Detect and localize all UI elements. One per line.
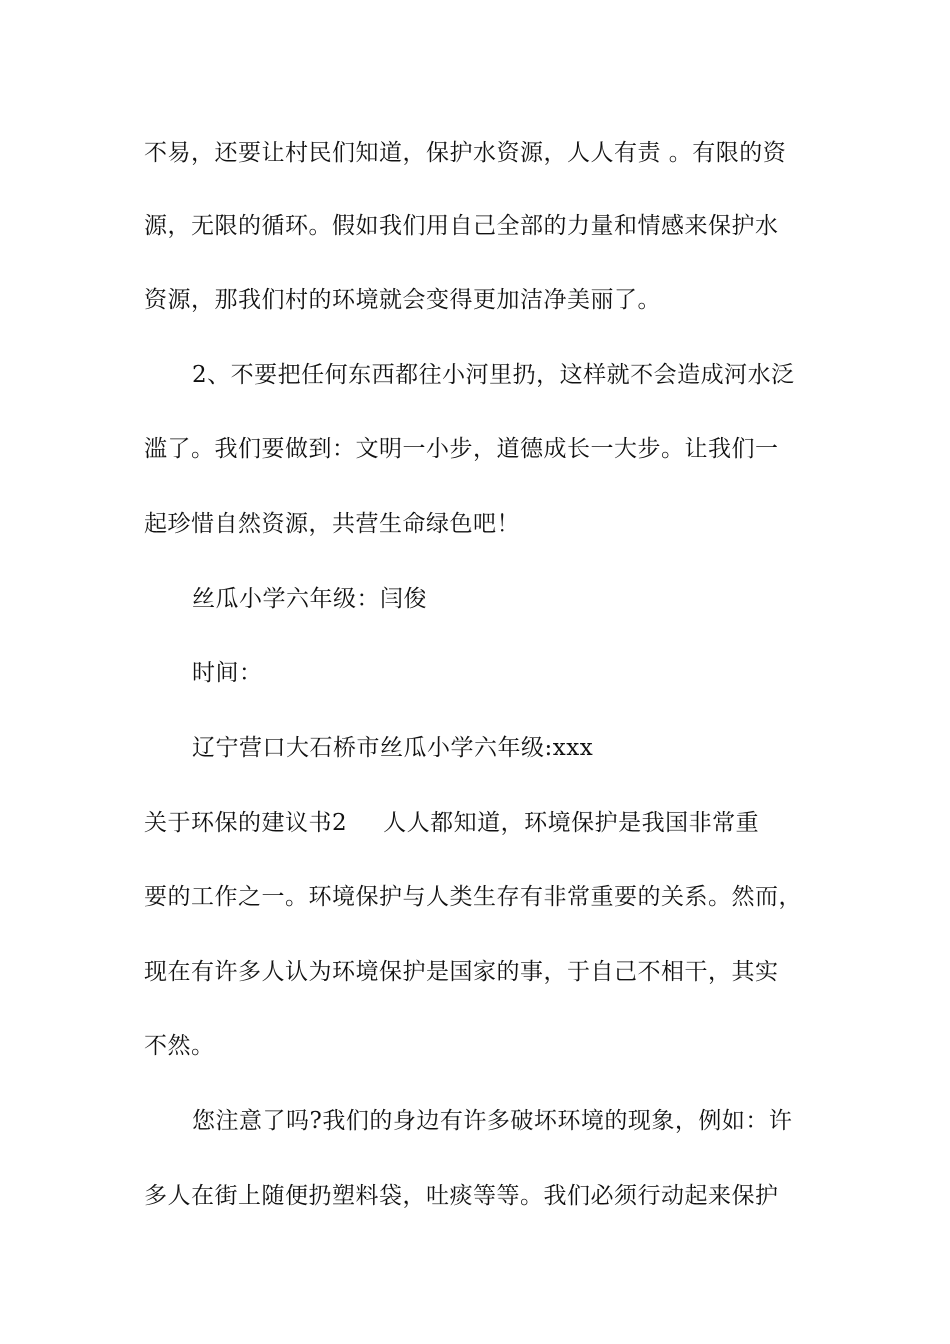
date-line: 时间： <box>192 660 263 686</box>
paragraph-text: 人人都知道，环境保护是我国非常重 <box>383 810 760 836</box>
paragraph-line: 资源，那我们村的环境就会变得更加洁净美丽了。 <box>144 287 661 313</box>
section-heading-line <box>144 808 759 838</box>
section-title: 关于环保的建议书2 <box>144 810 348 836</box>
paragraph-line: 2、不要把任何东西都往小河里扔，这样就不会造成河水泛 <box>192 362 795 388</box>
paragraph-line: 滥了。我们要做到：文明一小步，道德成长一大步。让我们一 <box>144 436 779 462</box>
paragraph-line: 多人在街上随便扔塑料袋，吐痰等等。我们必须行动起来保护 <box>144 1183 779 1209</box>
paragraph-line: 不易，还要让村民们知道，保护水资源，人人有责 。有限的资 <box>144 140 787 166</box>
signature-line: 辽宁营口大石桥市丝瓜小学六年级:xxx <box>192 735 594 761</box>
paragraph-line: 起珍惜自然资源，共营生命绿色吧！ <box>144 511 520 537</box>
signature-line: 丝瓜小学六年级：闫俊 <box>192 586 427 612</box>
paragraph-line: 要的工作之一。环境保护与人类生存有非常重要的关系。然而， <box>144 884 802 910</box>
paragraph-line: 现在有许多人认为环境保护是国家的事，于自己不相干，其实 <box>144 959 779 985</box>
paragraph-line: 源，无限的循环。假如我们用自己全部的力量和情感来保护水 <box>144 213 779 239</box>
paragraph-line: 不然。 <box>144 1033 215 1059</box>
paragraph-line: 您注意了吗?我们的身边有许多破坏环境的现象，例如：许 <box>192 1108 793 1134</box>
